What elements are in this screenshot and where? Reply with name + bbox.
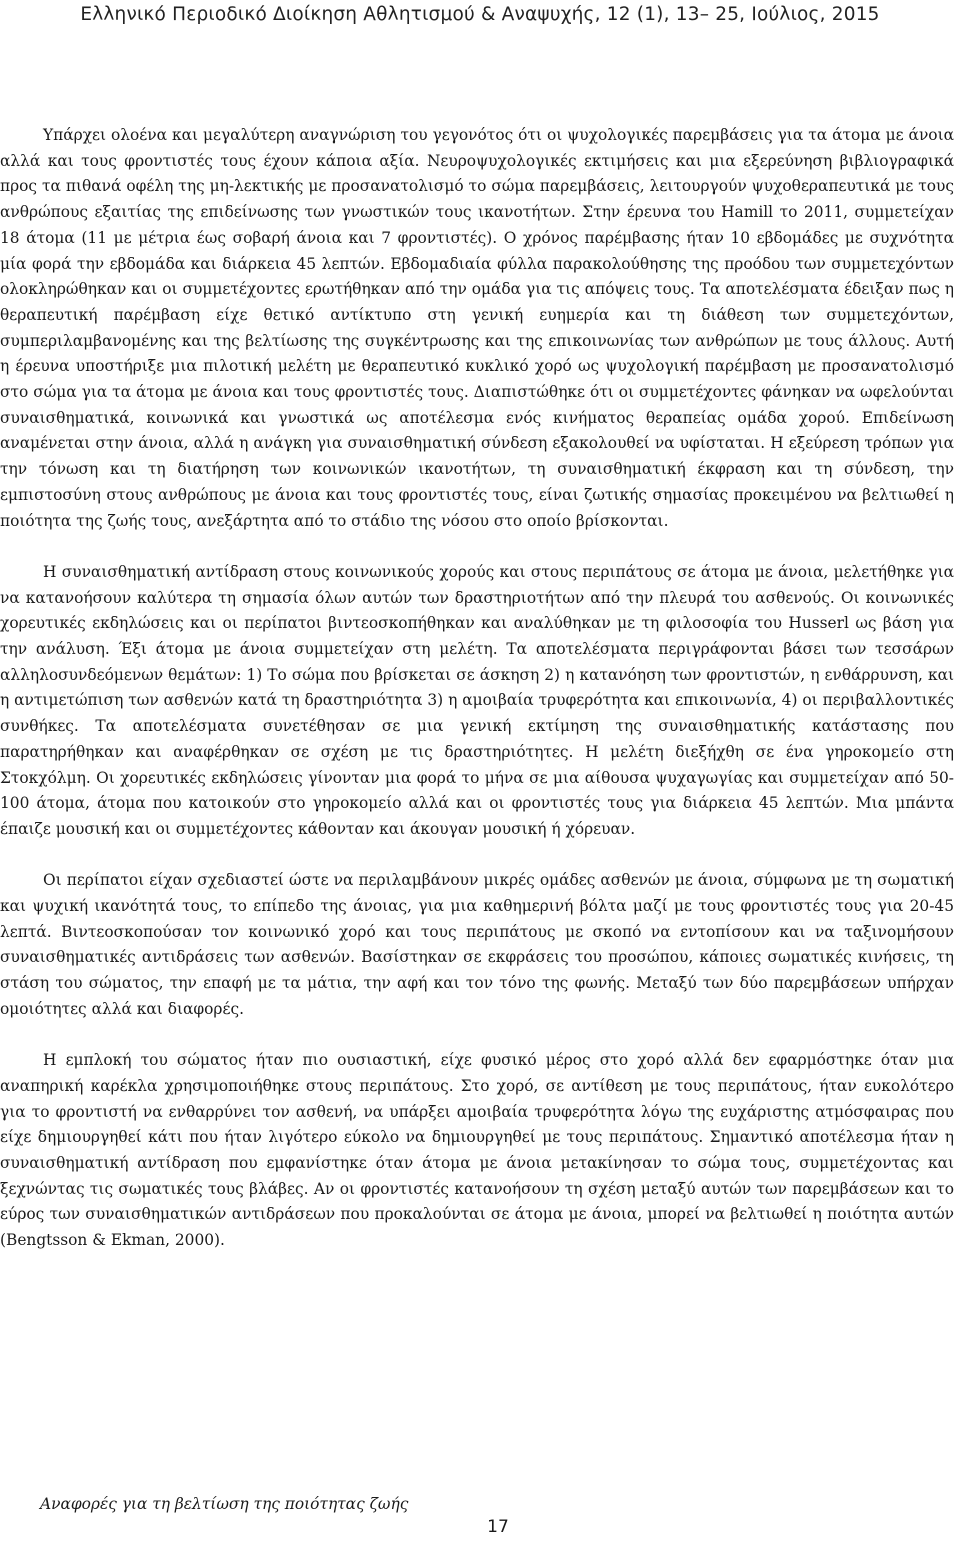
paragraph-body-involvement: Η εμπλοκή του σώματος ήταν πιο ουσιαστική, είχε φυσικό μέρος στο χορό αλλά δεν εφαρμόστηκε όταν μια αναπηρική καρέκλα χρησιμοποιήθηκε στους περιπάτους. Στο χορό, σε αντίθεση με τους περιπάτους, ήταν ευκολότερο για το φροντιστή να ενθαρρύνει τον ασθενή, να υπάρξει αμοιβαία τρυφερότητα λόγω της ευχάριστης ατμόσφαιρας που είχε δημιουργηθεί κάτι που ήταν λιγότερο εύκολο να δημιουργηθεί με τους περιπάτους. Σημαντικό αποτέλεσμα ήταν η συναισθηματική αντίδραση που εμφανίστηκε όταν άτομα με άνοια μετακίνησαν το σώμα τους, συμμετέχοντας και ξεχνώντας τις σωματικές τους βλάβες. Αν οι φροντιστές κατανοήσουν τη σχέση μεταξύ αυτών των παρεμβάσεων και το εύρος των συναισθηματικών αντιδράσεων που προκαλούνται σε άτομα με άνοια, μπορεί να βελτιωθεί η ποιότητα αυτών (Bengtsson & Ekman, 2000). [0,1051,954,1250]
paragraph-hamill-study: Υπάρχει ολοένα και μεγαλύτερη αναγνώριση του γεγονότος ότι οι ψυχολογικές παρεμβάσεις για τα άτομα με άνοια αλλά και τους φροντιστές τους έχουν κάποια αξία. Νευροψυχολογικές εκτιμήσεις και μια εξερεύνηση βιβλιογραφικά προς τα πιθανά οφέλη της μη-λεκτικής με προσανατολισμό το σώμα παρεμβάσεις, λειτουργούν ψυχοθεραπευτικά με τους ανθρώπους εξαιτίας της επιδείνωσης των γνωστικών τους ικανοτήτων. Στην έρευνα του Hamill το 2011, συμμετείχαν 18 άτομα (11 με μέτρια έως σοβαρή άνοια και 7 φροντιστές). Ο χρόνος παρέμβασης ήταν 10 εβδομάδες με συχνότητα μία φορά την εβδομάδα και διάρκεια 45 λεπτών. Εβδομαδιαία φύλλα παρακολούθησης της προόδου των συμμετεχόντων ολοκληρώθηκαν και οι συμμετέχοντες ερωτήθηκαν από την ομάδα για τις απόψεις τους. Τα αποτελέσματα έδειξαν πως η θεραπευτική παρέμβαση είχε θετικό αντίκτυπο στη γενική ευημερία και τη διάθεση των συμμετεχόντων, συμπεριλαμβανομένης και της βελτίωσης της συγκέντρωσης και της επικοινωνίας των ανθρώπων με τους άλλους. Αυτή η έρευνα υποστήριξε μια πιλοτική μελέτη με θεραπευτικό κυκλικό χορό ως ψυχολογική παρέμβαση με προσανατολισμό στο σώμα για τα άτομα με άνοια και τους φροντιστές τους. Διαπιστώθηκε ότι οι συμμετέχοντες φάνηκαν να ωφελούνται συναισθηματικά, κοινωνικά και γνωστικά ως αποτέλεσμα ενός κινήματος θεραπείας ομάδα χορού. Επιδείνωση αναμένεται στην άνοια, αλλά η ανάγκη για συναισθηματική σύνδεση εξακολουθεί να υφίσταται. Η εξεύρεση τρόπων για την τόνωση και τη διατήρηση των κοινωνικών ικανοτήτων, τη συναισθηματική έκφραση και τη σύνδεση, την εμπιστοσύνη στους ανθρώπους με άνοια και τους φροντιστές τους, είναι ζωτικής σημασίας προκειμένου να βελτιωθεί η ποιότητα της ζωής τους, ανεξάρτητα από το στάδιο της νόσου στο οποίο βρίσκονται. [0,126,954,530]
page-number: 17 [487,1517,509,1537]
paragraph-social-dance-walks: Η συναισθηματική αντίδραση στους κοινωνικούς χορούς και στους περιπάτους σε άτομα με άνοια, μελετήθηκε για να κατανοήσουν καλύτερα τη σημασία όλων αυτών των δραστηριοτήτων από την πλευρά του ασθενούς. Οι κοινωνικές χορευτικές εκδηλώσεις και οι περίπατοι βιντεοσκοπήθηκαν και αναλύθηκαν με τη φιλοσοφία του Husserl ως βάση για την ανάλυση. Έξι άτομα με άνοια συμμετείχαν στη μελέτη. Τα αποτελέσματα περιγράφονται βάσει των τεσσάρων αλληλοσυνδεόμενων θεμάτων: 1) Το σώμα που βρίσκεται σε άσκηση 2) η κατανόηση των φροντιστών, η ενθάρρυνση, και η αντιμετώπιση των ασθενών κατά τη δραστηριότητα 3) η αμοιβαία τρυφερότητα και επικοινωνία, 4) οι περιβαλλοντικές συνθήκες. Τα αποτελέσματα συνετέθησαν σε μια γενική εκτίμηση της συναισθηματικής κατάστασης που παρατηρήθηκαν και αναφέρθηκαν σε σχέση με τις δραστηριότητες. Η μελέτη διεξήχθη σε ένα γηροκομείο στη Στοκχόλμη. Οι χορευτικές εκδηλώσεις γίνονταν μια φορά το μήνα σε μια αίθουσα ψυχαγωγίας και συμμετείχαν από 50-100 άτομα, άτομα που κατοικούν στο γηροκομείο αλλά και οι φροντιστές τους για διάρκεια 45 λεπτών. Μια μπάντα έπαιζε μουσική και οι συμμετέχοντες κάθονταν και άκουγαν μουσική ή χόρευαν. [0,562,954,838]
article-body [0,123,954,1254]
paragraph-walks-design: Οι περίπατοι είχαν σχεδιαστεί ώστε να περιλαμβάνουν μικρές ομάδες ασθενών με άνοια, σύμφωνα με τη σωματική και ψυχική ικανότητά τους, το επίπεδο της άνοιας, για μια καθημερινή βόλτα μαζί με τους φροντιστές τους για 20-45 λεπτά. Βιντεοσκοπούσαν τον κοινωνικό χορό και τους περιπάτους με σκοπό να εντοπίσουν και να ταξινομήσουν συναισθηματικές αντιδράσεις των ασθενών. Βασίστηκαν σε εκφράσεις του προσώπου, κάποιες σωματικές κινήσεις, τη στάση του σώματος, την επαφή με τα μάτια, την αφή και τον τόνο της φωνής. Μεταξύ των δύο παρεμβάσεων υπήρχαν ομοιότητες αλλά και διαφορές. [0,871,954,1018]
footer-running-title: Αναφορές για τη βελτίωση της ποιότητας ζωής [40,1495,409,1513]
journal-running-header: Ελληνικό Περιοδικό Διοίκηση Αθλητισμού & Αναψυχής, 12 (1), 13– 25, Ιούλιος, 2015 [80,4,880,25]
